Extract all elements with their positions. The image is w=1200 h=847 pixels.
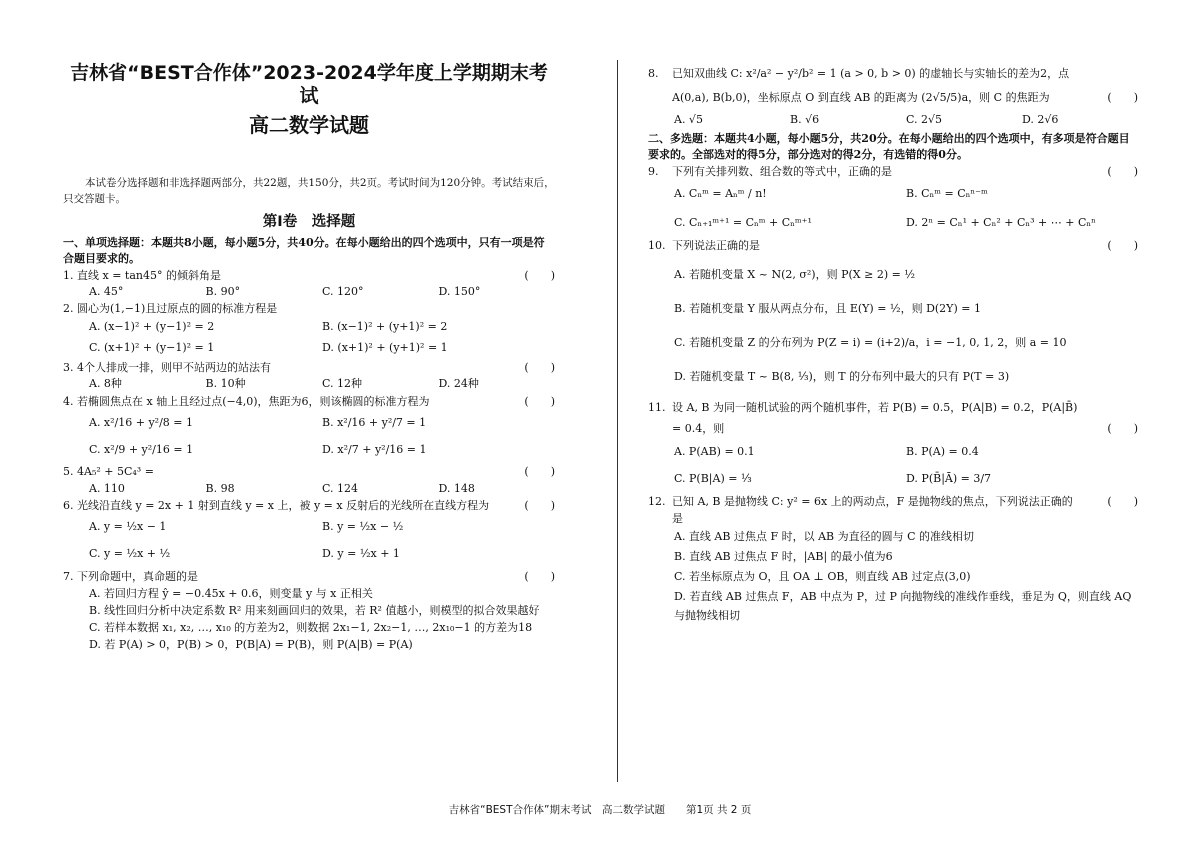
option-c: C. 若样本数据 x₁, x₂, …, x₁₀ 的方差为2，则数据 2x₁−1, 2x₂−1, …, 2x₁₀−1 的方差为18 (89, 621, 533, 634)
options-4 (63, 410, 555, 464)
option-c: C. 2√5 (906, 113, 943, 127)
option-c: C. 124 (322, 481, 359, 495)
option-b: B. x²/16 + y²/7 = 1 (322, 415, 427, 429)
question-number: 11. (648, 400, 666, 414)
answer-bracket: ( ) (1107, 91, 1138, 105)
answer-bracket: ( ) (524, 569, 555, 583)
options-10 (648, 262, 1138, 389)
question-3 (63, 359, 555, 376)
options-2 (63, 317, 555, 359)
option-a: A. 若随机变量 X ~ N(2, σ²)，则 P(X ≥ 2) = ½ (674, 268, 915, 282)
option-c: C. 若随机变量 Z 的分布列为 P(Z = i) = (i+2)/a，i = −1, 0, 1, 2，则 a = 10 (674, 336, 1067, 350)
option-c: C. P(B|A) = ⅓ (674, 472, 752, 486)
options-3 (63, 376, 555, 393)
answer-bracket: ( ) (524, 394, 555, 408)
left-column (63, 62, 555, 653)
question-number: 4. (63, 394, 74, 408)
question-stem: 若椭圆焦点在 x 轴上且经过点(−4,0)，焦距为6，则该椭圆的标准方程为 (77, 394, 430, 408)
page-footer: 吉林省“BEST合作体”期末考试 高二数学试题 第1页 共 2 页 (448, 804, 752, 816)
option-d: D. x²/7 + y²/16 = 1 (322, 442, 427, 456)
options-5 (63, 481, 555, 498)
section-single-choice: 一、单项选择题：本题共8小题，每小题5分，共40分。在每小题给出的四个选项中，只有一项是符合题目要求的。 (63, 235, 545, 265)
option-c: C. Cₙ₊₁ᵐ⁺¹ = Cₙᵐ + Cₙᵐ⁺¹ (674, 215, 812, 229)
question-1 (63, 267, 555, 284)
option-a: A. 直线 AB 过焦点 F 时，以 AB 为直径的圆与 C 的准线相切 (674, 530, 975, 544)
question-number: 3. (63, 361, 74, 375)
option-a: A. 若回归方程 ŷ = −0.45x + 0.6，则变量 y 与 x 正相关 (89, 586, 373, 600)
option-d: D. P(B̄|Ā) = 3/7 (906, 472, 992, 486)
question-7 (63, 568, 555, 585)
question-12 (648, 493, 1138, 527)
question-number: 8. (648, 67, 659, 80)
question-2 (63, 300, 555, 317)
exam-subtitle: 高二数学试题 (249, 112, 369, 137)
question-stem: 下列说法正确的是 (672, 239, 760, 253)
option-b: B. √6 (790, 113, 820, 127)
option-d: D. 若随机变量 T ~ B(8, ⅓)，则 T 的分布列中最大的只有 P(T = 3) (674, 369, 1010, 383)
question-number: 12. (648, 495, 666, 509)
option-b: B. 90° (205, 284, 241, 298)
question-number: 7. (63, 569, 74, 583)
option-a: A. P(AB) = 0.1 (674, 445, 755, 459)
option-d: D. 150° (438, 284, 481, 298)
option-a: A. (x−1)² + (y−1)² = 2 (89, 320, 215, 334)
answer-bracket: ( ) (524, 361, 555, 375)
option-d: D. 若直线 AB 过焦点 F，AB 中点为 P，过 P 向抛物线的准线作垂线，垂足为 Q，则直线 AQ 与抛物线相切 (674, 589, 1132, 623)
option-b: B. Cₙᵐ = Cₙⁿ⁻ᵐ (906, 187, 988, 201)
question-stem: 圆心为(1,−1)且过原点的圆的标准方程是 (77, 302, 278, 316)
option-b: B. (x−1)² + (y+1)² = 2 (322, 320, 448, 334)
option-a: A. Cₙᵐ = Aₙᵐ / n! (674, 187, 767, 201)
question-number: 1. (63, 268, 74, 282)
option-a: A. 110 (89, 481, 125, 495)
option-a: A. √5 (674, 113, 703, 127)
question-4 (63, 393, 555, 410)
question-6 (63, 497, 555, 514)
option-a: A. 8种 (89, 377, 122, 391)
question-number: 9. (648, 165, 659, 179)
option-b: B. y = ½x − ½ (322, 520, 404, 534)
option-b: B. 线性回归分析中决定系数 R² 用来刻画回归的效果，若 R² 值越小，则模型的拟合效果越好 (89, 603, 540, 617)
question-stem: 光线沿直线 y = 2x + 1 射到直线 y = x 上，被 y = x 反射后的光线所在直线方程为 (77, 499, 490, 513)
answer-bracket: ( ) (1107, 165, 1138, 179)
answer-bracket: ( ) (1107, 495, 1138, 509)
question-stem: 已知 A, B 是抛物线 C: y² = 6x 上的两动点，F 是抛物线的焦点，下列说法正确的是 (672, 495, 1073, 526)
options-9 (648, 180, 1138, 237)
options-1 (63, 284, 555, 301)
option-a: A. x²/16 + y²/8 = 1 (89, 415, 194, 429)
exam-instructions: 本试卷分选择题和非选择题两部分，共22题，共150分，共2页。考试时间为120分钟。考试结束后，只交答题卡。 (63, 176, 555, 206)
option-b: B. 10种 (205, 377, 246, 391)
answer-bracket: ( ) (1107, 239, 1138, 253)
option-d: D. (x+1)² + (y+1)² = 1 (322, 341, 448, 355)
answer-bracket: ( ) (524, 268, 555, 282)
option-b: B. P(A) = 0.4 (906, 445, 979, 459)
question-10 (648, 237, 1138, 254)
answer-bracket: ( ) (524, 465, 555, 479)
option-c: C. 12种 (322, 377, 363, 391)
option-d: D. y = ½x + 1 (322, 546, 400, 560)
option-c: C. (x+1)² + (y−1)² = 1 (89, 341, 215, 355)
option-b: B. 98 (205, 481, 235, 495)
question-stem: 已知双曲线 C: x²/a² − y²/b² = 1 (a > 0, b > 0) 的虚轴长与实轴长的差为2，点 A(0,a), B(b,0)，坐标原点 O 到直线 AB 的距离为 (2√5/5)a，则 C 的焦距为 (672, 67, 1070, 105)
options-8 (648, 110, 1138, 131)
option-a: A. 45° (89, 284, 124, 298)
option-d: D. 2√6 (1022, 113, 1059, 127)
section-multiple-choice: 二、多选题：本题共4小题，每小题5分，共20分。在每小题给出的四个选项中，有多项是符合题目要求的。全部选对的得5分，部分选对的得2分，有选错的得0分。 (648, 132, 1130, 162)
options-6 (63, 514, 555, 568)
options-7 (63, 585, 555, 653)
question-stem: 4个人排成一排，则甲不站两边的站法有 (77, 361, 271, 375)
option-b: B. 若随机变量 Y 服从两点分布，且 E(Y) = ½，则 D(2Y) = 1 (674, 302, 981, 316)
option-a: A. y = ½x − 1 (89, 520, 167, 534)
option-c: C. y = ½x + ½ (89, 546, 171, 560)
option-c: C. 120° (322, 284, 364, 298)
question-stem: 下列有关排列数、组合数的等式中，正确的是 (672, 165, 892, 179)
right-column (648, 62, 1138, 626)
option-b: B. 直线 AB 过焦点 F 时，|AB| 的最小值为6 (674, 550, 893, 564)
question-number: 2. (63, 302, 74, 316)
options-12 (648, 527, 1138, 626)
option-d: D. 24种 (438, 377, 479, 391)
question-number: 6. (63, 499, 74, 513)
answer-bracket: ( ) (1107, 421, 1138, 435)
answer-bracket: ( ) (524, 499, 555, 513)
column-divider (617, 60, 618, 782)
question-number: 5. (63, 465, 74, 479)
question-stem: 下列命题中，真命题的是 (77, 569, 198, 583)
question-9 (648, 163, 1138, 180)
question-stem: 4A₅² + 5C₄³ = (77, 465, 154, 479)
question-stem: 设 A, B 为同一随机试验的两个随机事件，若 P(B) = 0.5，P(A|B) = 0.2，P(A|B̄) = 0.4，则 (672, 400, 1078, 435)
option-d: D. 若 P(A) > 0，P(B) > 0，P(B|A) = P(B)，则 P(A|B) = P(A) (89, 638, 413, 652)
option-c: C. 若坐标原点为 O，且 OA ⊥ OB，则直线 AB 过定点(3,0) (674, 569, 971, 583)
question-8 (648, 62, 1138, 110)
options-11 (648, 439, 1138, 493)
question-11 (648, 398, 1138, 440)
option-d: D. 148 (438, 481, 475, 495)
option-d: D. 2ⁿ = Cₙ¹ + Cₙ² + Cₙ³ + ⋯ + Cₙⁿ (906, 215, 1096, 229)
question-number: 10. (648, 239, 666, 253)
question-stem: 直线 x = tan45° 的倾斜角是 (77, 268, 221, 282)
volume-title: 第Ⅰ卷 选择题 (262, 214, 356, 231)
question-5 (63, 463, 555, 480)
exam-title: 吉林省“BEST合作体”2023-2024学年度上学期期末考试 (70, 62, 548, 107)
option-c: C. x²/9 + y²/16 = 1 (89, 442, 194, 456)
